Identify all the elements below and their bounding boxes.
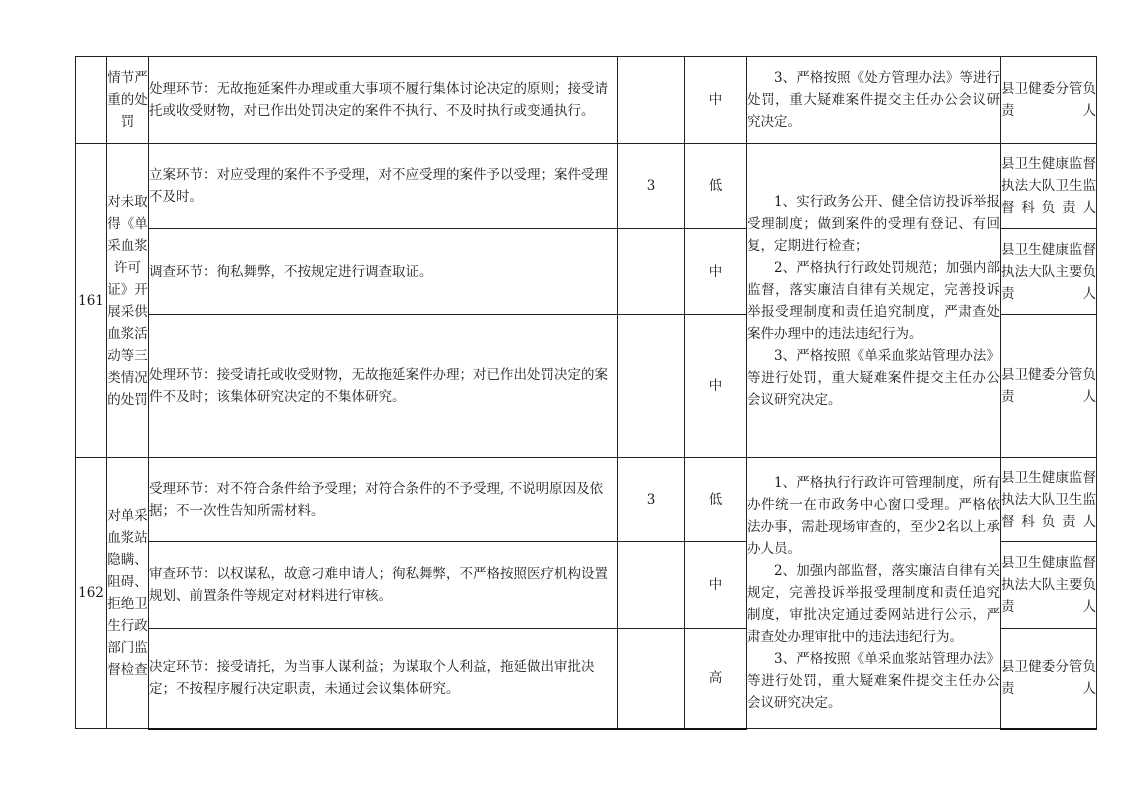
risk-level-cell: 中 bbox=[685, 542, 747, 629]
count-cell bbox=[618, 229, 685, 315]
count-cell bbox=[618, 542, 685, 629]
responsible-cell: 县卫生健康监督执法大队主要负责人 bbox=[1001, 229, 1097, 315]
risk-level-cell: 高 bbox=[685, 629, 747, 729]
item-name-cell: 对单采血浆站隐瞒、阻碍、拒绝卫生行政部门监督检查 bbox=[107, 458, 149, 729]
measure-text: 1、严格执行行政许可管理制度，所有办件统一在市政务中心窗口受理。严格依法办事，需赴现场审查的，至少2名以上承办人员。 bbox=[747, 475, 1000, 557]
responsible-cell: 县卫健委分管负责人 bbox=[1001, 57, 1097, 144]
count-cell bbox=[618, 57, 685, 144]
table-row bbox=[76, 57, 1097, 144]
risk-point-cell: 处理环节：接受请托或收受财物，无故拖延案件办理；对已作出处罚决定的案件不及时；该集体研究决定的不集体研究。 bbox=[149, 315, 618, 458]
item-name-cell: 情节严重的处罚 bbox=[107, 57, 149, 144]
count-cell bbox=[618, 315, 685, 458]
prevention-measure-cell bbox=[747, 144, 1001, 458]
measure-text: 3、严格按照《处方管理办法》等进行处罚，重大疑难案件提交主任办公会议研究决定。 bbox=[747, 70, 1000, 130]
measure-text: 2、加强内部监督，落实廉洁自律有关规定，完善投诉举报受理制度和责任追究制度，审批决定通过委网站进行公示，严肃查处办理审批中的违法违纪行为。 bbox=[747, 563, 1000, 645]
row-number-cell: 162 bbox=[76, 458, 107, 729]
measure-text: 3、严格按照《单采血浆站管理办法》等进行处罚，重大疑难案件提交主任办公会议研究决定。 bbox=[747, 347, 1000, 408]
risk-level-cell: 低 bbox=[685, 458, 747, 542]
table-row bbox=[76, 144, 1097, 229]
responsible-cell: 县卫健委分管负责人 bbox=[1001, 315, 1097, 458]
responsible-cell: 县卫生健康监督执法大队主要负责人 bbox=[1001, 542, 1097, 629]
risk-control-table bbox=[75, 56, 1097, 730]
prevention-measure-cell bbox=[747, 458, 1001, 729]
count-cell: 3 bbox=[618, 144, 685, 229]
count-cell bbox=[618, 629, 685, 729]
count-cell: 3 bbox=[618, 458, 685, 542]
risk-point-cell: 立案环节：对应受理的案件不予受理，对不应受理的案件予以受理；案件受理不及时。 bbox=[149, 144, 618, 229]
responsible-cell: 县卫健委分管负责人 bbox=[1001, 629, 1097, 729]
row-number-cell: 161 bbox=[76, 144, 107, 458]
item-name-cell: 对未取得《单采血浆许可证》开展采供血浆活动等三类情况的处罚 bbox=[107, 144, 149, 458]
risk-level-cell: 中 bbox=[685, 57, 747, 144]
table-row bbox=[76, 458, 1097, 542]
measure-text: 2、严格执行行政处罚规范；加强内部监督，落实廉洁自律有关规定，完善投诉举报受理制度和责任追究制度，严肃查处案件办理中的违法违纪行为。 bbox=[747, 259, 1000, 342]
row-number-cell bbox=[76, 57, 107, 144]
measure-text: 1、实行政务公开、健全信访投诉举报受理制度；做到案件的受理有登记、有回复，定期进行检查； bbox=[747, 193, 1000, 254]
responsible-cell: 县卫生健康监督执法大队卫生监督科负责人 bbox=[1001, 458, 1097, 542]
risk-level-cell: 中 bbox=[685, 315, 747, 458]
risk-level-cell: 低 bbox=[685, 144, 747, 229]
risk-point-cell: 调查环节：徇私舞弊，不按规定进行调查取证。 bbox=[149, 229, 618, 315]
risk-point-cell: 决定环节：接受请托，为当事人谋利益；为谋取个人利益，拖延做出审批决定；不按程序履行决定职责，未通过会议集体研究。 bbox=[149, 629, 618, 729]
prevention-measure-cell bbox=[747, 57, 1001, 144]
responsible-cell: 县卫生健康监督执法大队卫生监督科负责人 bbox=[1001, 144, 1097, 229]
risk-point-cell: 受理环节：对不符合条件给予受理；对符合条件的不予受理, 不说明原因及依据；不一次性告知所需材料。 bbox=[149, 458, 618, 542]
risk-point-cell: 审查环节：以权谋私，故意刁难申请人；徇私舞弊，不严格按照医疗机构设置规划、前置条件等规定对材料进行审核。 bbox=[149, 542, 618, 629]
risk-point-cell: 处理环节：无故拖延案件办理或重大事项不履行集体讨论决定的原则；接受请托或收受财物，对已作出处罚决定的案件不执行、不及时执行或变通执行。 bbox=[149, 57, 618, 144]
risk-level-cell: 中 bbox=[685, 229, 747, 315]
measure-text: 3、严格按照《单采血浆站管理办法》等进行处罚，重大疑难案件提交主任办公会议研究决定。 bbox=[747, 651, 1000, 711]
